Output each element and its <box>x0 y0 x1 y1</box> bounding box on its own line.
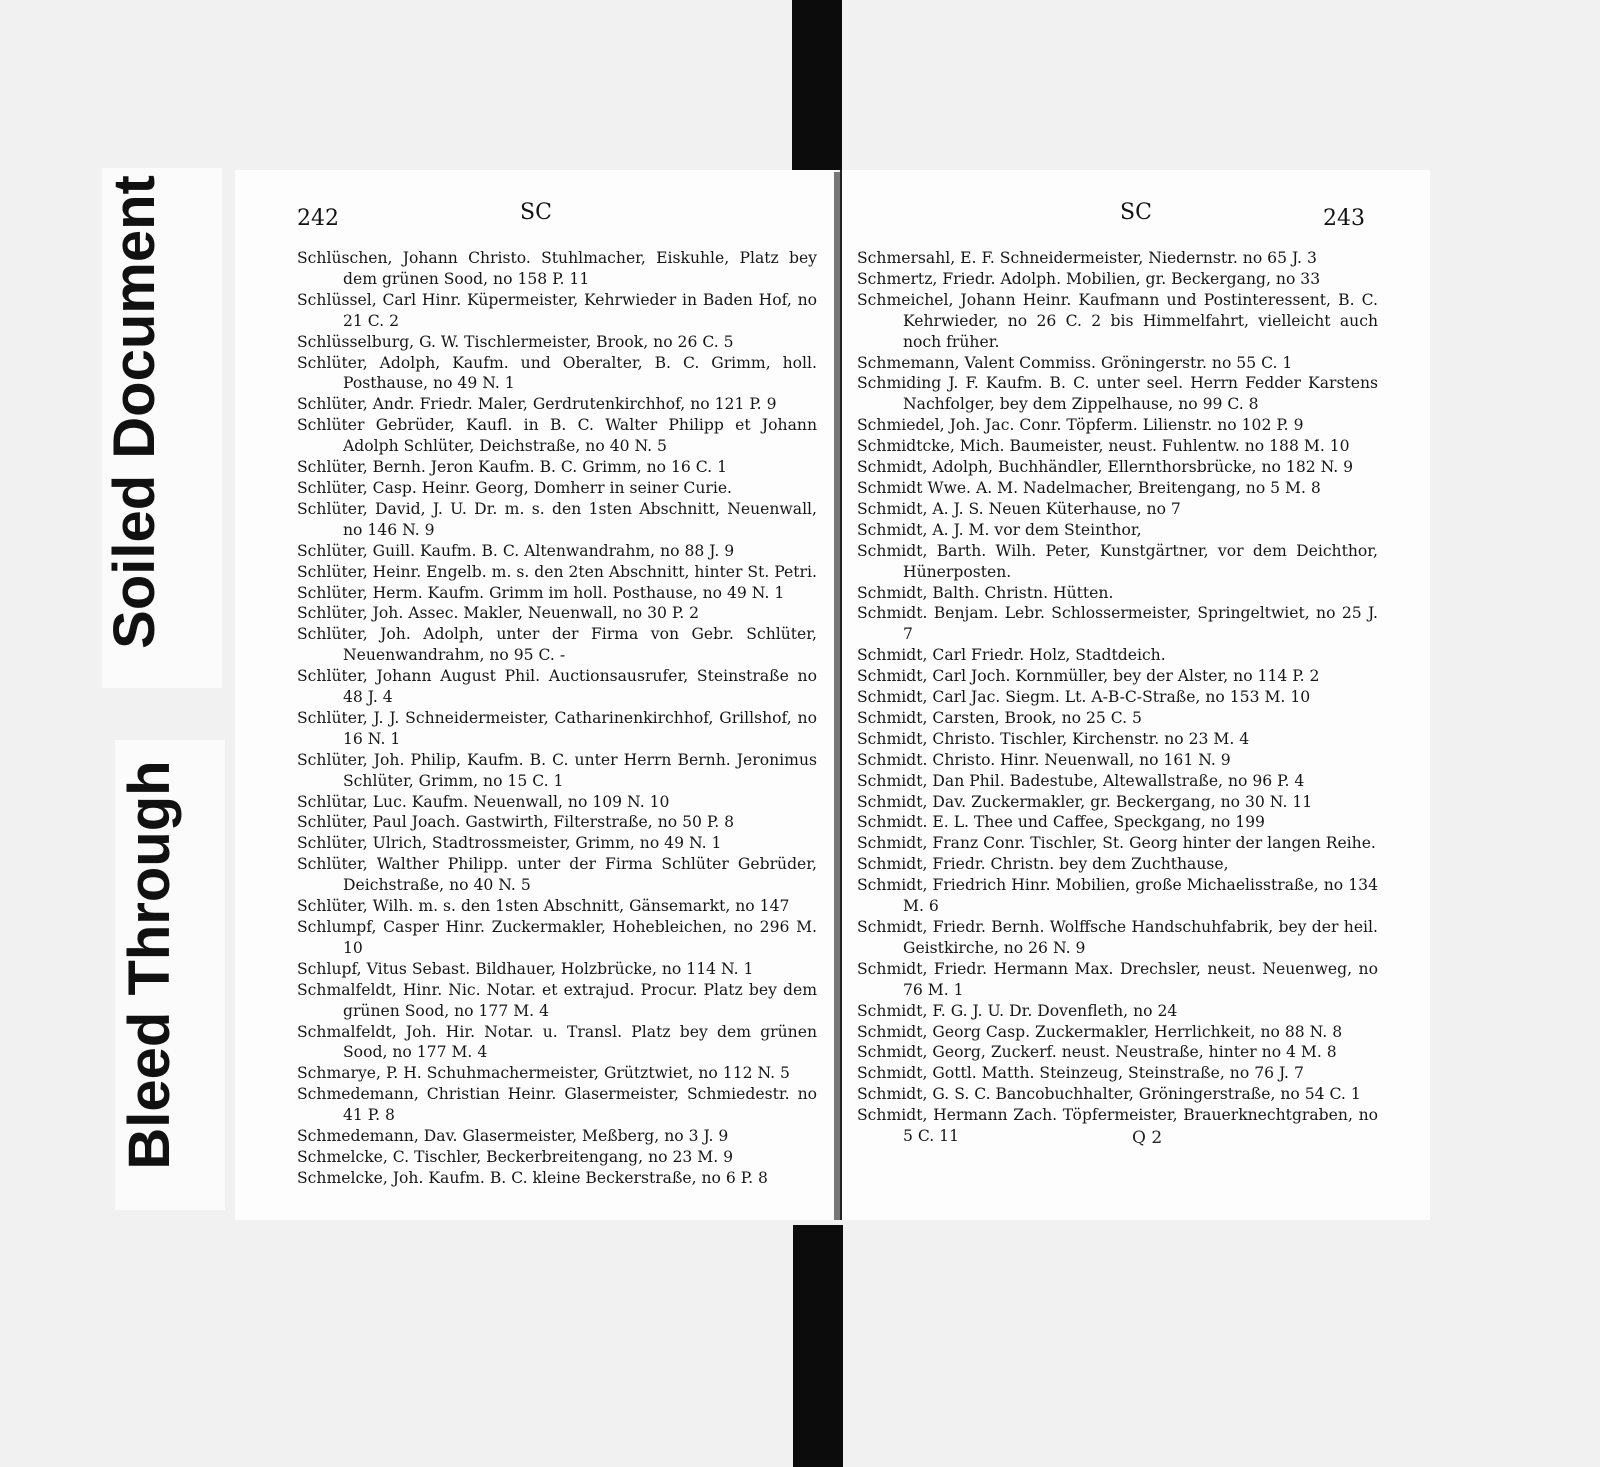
directory-entry: Schmidt, Georg Casp. Zuckermakler, Herrlichkeit, no 88 N. 8 <box>857 1022 1343 1041</box>
directory-entry: Schmidt. E. L. Thee und Caffee, Speckgang, no 199 <box>857 813 1265 832</box>
directory-entry: Schmidt, G. S. C. Bancobuchhalter, Gröningerstraße, no 54 C. 1 <box>857 1085 1361 1104</box>
directory-entry: Schlüter, Paul Joach. Gastwirth, Filterstraße, no 50 P. 8 <box>297 813 735 832</box>
directory-entry: Schmelcke, C. Tischler, Beckerbreitengang, no 23 M. 9 <box>297 1147 734 1166</box>
directory-entry: Schlüter, Joh. Assec. Makler, Neuenwall, no 30 P. 2 <box>297 604 700 623</box>
directory-entry: Schmidt, Carl Joch. Kornmüller, bey der Alster, no 114 P. 2 <box>857 667 1320 686</box>
directory-entry: Schlüter, Adolph, Kaufm. und Oberalter, B. C. Grimm, holl. Posthause, no 49 N. 1 <box>297 353 817 393</box>
spine-top-bar <box>792 0 842 170</box>
directory-entry: Schmidt. Benjam. Lebr. Schlossermeister, Springeltwiet, no 25 J. 7 <box>857 604 1378 644</box>
directory-entry: Schlüter, Herm. Kaufm. Grimm im holl. Posthause, no 49 N. 1 <box>297 583 785 602</box>
directory-entry: Schmidt, Franz Conr. Tischler, St. Georg hinter der langen Reihe. <box>857 834 1376 853</box>
directory-entry: Schlüsselburg, G. W. Tischlermeister, Brook, no 26 C. 5 <box>297 332 734 351</box>
directory-entry: Schmidt, A. J. S. Neuen Küterhause, no 7 <box>857 499 1181 518</box>
directory-entry: Schlupf, Vitus Sebast. Bildhauer, Holzbrücke, no 114 N. 1 <box>297 959 754 978</box>
directory-entry: Schlüter, Joh. Philip, Kaufm. B. C. unter Herrn Bernh. Jeronimus Schlüter, Grimm, no 15 C. 1 <box>297 750 817 790</box>
directory-entry: Schlüter, Andr. Friedr. Maler, Gerdrutenkirchhof, no 121 P. 9 <box>297 395 777 414</box>
directory-entry: Schmidt, Friedrich Hinr. Mobilien, große Michaelisstraße, no 134 M. 6 <box>857 876 1378 916</box>
directory-entry: Schmertz, Friedr. Adolph. Mobilien, gr. Beckergang, no 33 <box>857 269 1321 288</box>
right-page-number: 243 <box>1323 206 1365 231</box>
directory-entry: Schmidt, Friedr. Hermann Max. Drechsler, neust. Neuenweg, no 76 M. 1 <box>857 959 1378 999</box>
directory-entry: Schlüter, David, J. U. Dr. m. s. den 1sten Abschnitt, Neuenwall, no 146 N. 9 <box>297 499 817 539</box>
bleed-through-label: Bleed Through <box>117 760 182 1170</box>
right-page <box>840 170 1430 1220</box>
directory-entry: Schmidt, Friedr. Bernh. Wolffsche Handschuhfabrik, bey der heil. Geistkirche, no 26 N. 9 <box>857 918 1378 957</box>
directory-entry: Schmidt, Friedr. Christn. bey dem Zuchthause, <box>857 855 1229 874</box>
directory-entry: Schmemann, Valent Commiss. Gröningerstr. no 55 C. 1 <box>857 353 1293 372</box>
directory-entry: Schlüter, Heinr. Engelb. m. s. den 2ten Abschnitt, hinter St. Petri. <box>297 562 817 581</box>
directory-entry: Schmersahl, E. F. Schneidermeister, Niedernstr. no 65 J. 3 <box>857 249 1317 267</box>
directory-entry: Schmidt, F. G. J. U. Dr. Dovenfleth, no 24 <box>857 1001 1178 1020</box>
spine-bottom-bar <box>793 1225 843 1467</box>
directory-entry: Schmidt, Balth. Christn. Hütten. <box>857 583 1114 602</box>
directory-entry: Schlüter, Casp. Heinr. Georg, Domherr in seiner Curie. <box>297 478 733 497</box>
directory-entry: Schmedemann, Christian Heinr. Glasermeister, Schmiedestr. no 41 P. 8 <box>297 1085 817 1125</box>
directory-entry: Schlüter, Guill. Kaufm. B. C. Altenwandrahm, no 88 J. 9 <box>297 541 735 560</box>
directory-entry: Schlüschen, Johann Christo. Stuhlmacher, Eiskuhle, Platz bey dem grünen Sood, no 158 P. 11 <box>297 249 817 288</box>
left-page-header <box>235 200 837 240</box>
directory-entry: Schmidt, Carl Friedr. Holz, Stadtdeich. <box>857 646 1166 665</box>
directory-entry: Schlütar, Luc. Kaufm. Neuenwall, no 109 N. 10 <box>297 792 670 811</box>
directory-entry: Schmidt, Dav. Zuckermakler, gr. Beckergang, no 30 N. 11 <box>857 792 1313 811</box>
directory-entry: Schlüter, Walther Philipp. unter der Firma Schlüter Gebrüder, Deichstraße, no 40 N. 5 <box>297 855 817 895</box>
directory-entry: Schlüter, Wilh. m. s. den 1sten Abschnitt, Gänsemarkt, no 147 <box>297 897 790 916</box>
signature-mark: Q 2 <box>1132 1128 1163 1148</box>
soiled-document-label: Soiled Document <box>102 175 167 649</box>
directory-entry: Schlüter, Johann August Phil. Auctionsausrufer, Steinstraße no 48 J. 4 <box>297 667 817 707</box>
directory-entry: Schmiedel, Joh. Jac. Conr. Töpferm. Lilienstr. no 102 P. 9 <box>857 416 1304 435</box>
left-page-number: 242 <box>297 206 339 231</box>
directory-entry: Schmidt, Dan Phil. Badestube, Altewallstraße, no 96 P. 4 <box>857 771 1305 790</box>
directory-entry: Schlüter, Joh. Adolph, unter der Firma von Gebr. Schlüter, Neuenwandrahm, no 95 C. - <box>297 625 817 665</box>
directory-entry: Schlüter, Bernh. Jeron Kaufm. B. C. Grimm, no 16 C. 1 <box>297 458 728 477</box>
directory-entry: Schmalfeldt, Hinr. Nic. Notar. et extrajud. Procur. Platz bey dem grünen Sood, no 177 M. 4 <box>297 980 817 1020</box>
directory-entry: Schmidt, Carl Jac. Siegm. Lt. A-B-C-Straße, no 153 M. 10 <box>857 688 1311 707</box>
right-section-heading: SC <box>1120 200 1152 225</box>
directory-entry: Schmidt Wwe. A. M. Nadelmacher, Breitengang, no 5 M. 8 <box>857 478 1321 497</box>
left-section-heading: SC <box>520 200 552 225</box>
directory-entry: Schmidtcke, Mich. Baumeister, neust. Fuhlentw. no 188 M. 10 <box>857 437 1350 456</box>
directory-entry: Schlüter Gebrüder, Kaufl. in B. C. Walter Philipp et Johann Adolph Schlüter, Deichstraße, no 40 N. 5 <box>297 416 817 456</box>
directory-entry: Schmidt, Hermann Zach. Töpfermeister, Brauerknechtgraben, no 5 C. 11 <box>857 1106 1378 1146</box>
directory-entry: Schmidt, Adolph, Buchhändler, Ellernthorsbrücke, no 182 N. 9 <box>857 458 1354 477</box>
directory-entry: Schlüssel, Carl Hinr. Küpermeister, Kehrwieder in Baden Hof, no 21 C. 2 <box>297 290 817 330</box>
left-entry-list <box>297 248 817 1189</box>
directory-entry: Schmidt, Gottl. Matth. Steinzeug, Steinstraße, no 76 J. 7 <box>857 1064 1304 1083</box>
directory-entry: Schlumpf, Casper Hinr. Zuckermakler, Hohebleichen, no 296 M. 10 <box>297 918 817 957</box>
directory-entry: Schmedemann, Dav. Glasermeister, Meßberg, no 3 J. 9 <box>297 1127 729 1146</box>
directory-entry: Schmeichel, Johann Heinr. Kaufmann und Postinteressent, B. C. Kehrwieder, no 26 C. 2 bis Himmelfahrt, vielleicht auch noch früher. <box>857 290 1378 351</box>
left-page <box>235 170 837 1220</box>
right-entry-list <box>857 248 1378 1147</box>
directory-entry: Schmidt, A. J. M. vor dem Steinthor, <box>857 520 1142 539</box>
directory-entry: Schmidt, Christo. Tischler, Kirchenstr. no 23 M. 4 <box>857 729 1250 748</box>
directory-entry: Schmarye, P. H. Schuhmachermeister, Grütztwiet, no 112 N. 5 <box>297 1064 790 1083</box>
directory-entry: Schmalfeldt, Joh. Hir. Notar. u. Transl. Platz bey dem grünen Sood, no 177 M. 4 <box>297 1022 817 1062</box>
directory-entry: Schlüter, J. J. Schneidermeister, Catharinenkirchhof, Grillshof, no 16 N. 1 <box>297 708 817 748</box>
directory-entry: Schlüter, Ulrich, Stadtrossmeister, Grimm, no 49 N. 1 <box>297 834 722 853</box>
directory-entry: Schmidt, Georg, Zuckerf. neust. Neustraße, hinter no 4 M. 8 <box>857 1043 1337 1062</box>
right-page-header <box>842 200 1430 240</box>
directory-entry: Schmiding J. F. Kaufm. B. C. unter seel. Herrn Fedder Karstens Nachfolger, bey dem Zippelhause, no 99 C. 8 <box>857 374 1378 414</box>
directory-entry: Schmidt, Barth. Wilh. Peter, Kunstgärtner, vor dem Deichthor, Hünerposten. <box>857 541 1378 581</box>
directory-entry: Schmelcke, Joh. Kaufm. B. C. kleine Beckerstraße, no 6 P. 8 <box>297 1168 768 1187</box>
directory-entry: Schmidt, Carsten, Brook, no 25 C. 5 <box>857 708 1142 727</box>
directory-entry: Schmidt. Christo. Hinr. Neuenwall, no 161 N. 9 <box>857 750 1231 769</box>
